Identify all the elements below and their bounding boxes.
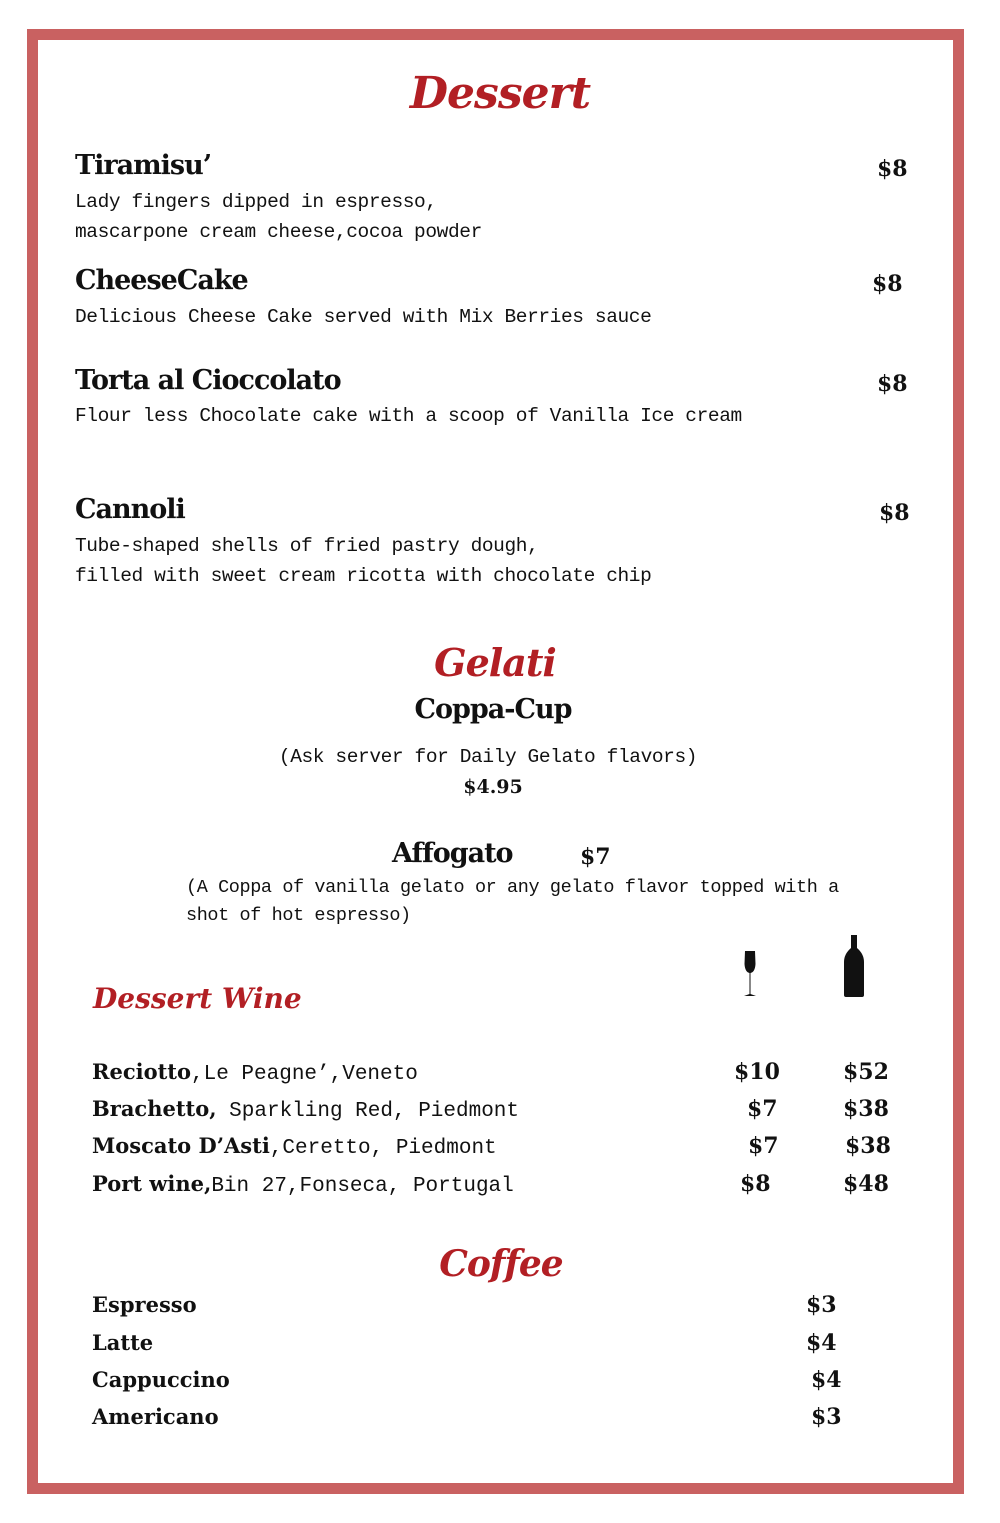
wine-name: Reciotto [92, 1059, 191, 1084]
coffee-price: $4 [806, 1330, 837, 1356]
wine-glass-price: $7 [747, 1096, 778, 1122]
wine-glass-price: $7 [748, 1133, 779, 1159]
wine-detail: ,Le Peagne’,Veneto [191, 1063, 418, 1086]
cannoli-desc-line-1: Tube-shaped shells of fried pastry dough, [75, 535, 539, 557]
wine-name: Moscato D’Asti [92, 1133, 270, 1158]
coffee-price: $3 [811, 1404, 842, 1430]
wine-glass-price: $8 [740, 1171, 771, 1197]
cheesecake-desc: Delicious Cheese Cake served with Mix Berries sauce [75, 306, 652, 328]
coffee-row-latte [92, 1330, 153, 1357]
wine-bottle-icon [843, 934, 865, 998]
cannoli-price: $8 [879, 500, 910, 526]
affogato-price: $7 [580, 844, 611, 870]
coppa-cup-note: (Ask server for Daily Gelato flavors) [278, 746, 698, 768]
wine-bottle-price: $48 [843, 1171, 889, 1197]
tiramisu-price: $8 [877, 156, 908, 182]
wine-detail: Sparkling Red, Piedmont [216, 1100, 520, 1123]
wine-row-port [92, 1171, 514, 1198]
dessert-wine-title: Dessert Wine [93, 982, 302, 1015]
wine-bottle-price: $38 [843, 1096, 889, 1122]
affogato-desc-line-2: shot of hot espresso) [186, 905, 411, 926]
dessert-title: Dessert [409, 68, 591, 119]
cannoli-desc-line-2: filled with sweet cream ricotta with chocolate chip [75, 565, 652, 587]
tiramisu-name: Tiramisu’ [75, 150, 212, 181]
tiramisu-desc-line-2: mascarpone cream cheese,cocoa powder [75, 221, 482, 243]
cheesecake-price: $8 [872, 271, 903, 297]
coffee-name: Cappuccino [92, 1367, 230, 1392]
wine-row-moscato [92, 1133, 497, 1160]
wine-detail: Bin 27,Fonseca, Portugal [211, 1175, 514, 1198]
cannoli-name: Cannoli [75, 494, 185, 525]
torta-desc: Flour less Chocolate cake with a scoop of Vanilla Ice cream [75, 405, 742, 427]
coffee-title: Coffee [439, 1243, 563, 1285]
coffee-row-americano [92, 1404, 219, 1431]
wine-name: Port wine, [92, 1171, 212, 1196]
wine-bottle-price: $52 [843, 1059, 889, 1085]
affogato-desc-line-1: (A Coppa of vanilla gelato or any gelato flavor topped with a [186, 877, 839, 898]
coffee-name: Latte [92, 1330, 154, 1355]
coffee-price: $4 [811, 1367, 842, 1393]
affogato-name: Affogato [392, 838, 513, 869]
coffee-row-espresso [92, 1292, 197, 1319]
torta-price: $8 [877, 371, 908, 397]
coffee-price: $3 [806, 1292, 837, 1318]
coffee-name: Espresso [92, 1292, 197, 1317]
coppa-cup-name: Coppa-Cup [414, 694, 572, 725]
gelati-title: Gelati [434, 640, 556, 685]
wine-name: Brachetto, [92, 1096, 217, 1121]
wine-row-brachetto [92, 1096, 519, 1123]
coffee-name: Americano [92, 1404, 219, 1429]
cheesecake-name: CheeseCake [75, 265, 248, 296]
coffee-row-cappuccino [92, 1367, 230, 1394]
tiramisu-desc-line-1: Lady fingers dipped in espresso, [75, 191, 437, 213]
torta-name: Torta al Cioccolato [75, 365, 341, 396]
wine-bottle-price: $38 [845, 1133, 891, 1159]
wine-glass-icon [739, 950, 761, 998]
wine-glass-price: $10 [734, 1059, 780, 1085]
wine-row-reciotto [92, 1059, 418, 1086]
coppa-cup-price: $4.95 [463, 776, 523, 798]
wine-detail: ,Ceretto, Piedmont [269, 1137, 497, 1160]
